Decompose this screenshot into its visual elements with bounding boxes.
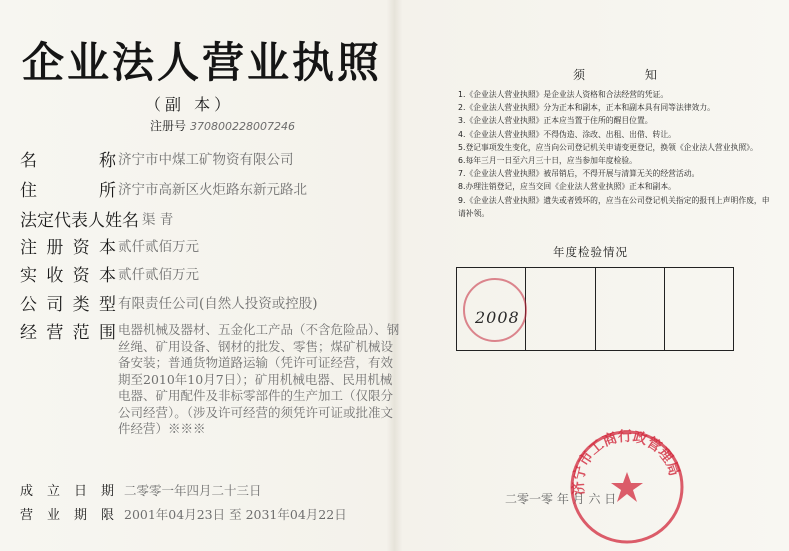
- field-label: 住 所: [20, 181, 116, 201]
- issue-date: 二零一零 年 月 六 日: [505, 492, 617, 506]
- inspection-cell: [457, 268, 526, 350]
- field-label: 营 业 期 限: [20, 508, 114, 523]
- field-established: [20, 480, 262, 499]
- field-address: [20, 176, 307, 201]
- field-term: [20, 504, 347, 523]
- field-label: 成 立 日 期: [20, 484, 114, 499]
- field-paid-capital: [20, 261, 199, 286]
- field-name: [20, 146, 294, 171]
- field-legal-rep: [20, 206, 174, 231]
- official-seal: [568, 428, 686, 546]
- field-value: 贰仟贰佰万元: [118, 239, 199, 255]
- field-value: 济宁市高新区火炬路东新元路北: [118, 182, 307, 198]
- field-business-scope: [20, 318, 116, 343]
- seal-star-icon: [611, 472, 643, 502]
- field-label: 公 司 类 型: [20, 295, 116, 315]
- field-registered-capital: [20, 233, 199, 258]
- field-label: 注 册 资 本: [20, 238, 116, 258]
- inspection-cell: [596, 268, 665, 350]
- registration-value: 370800228007246: [190, 120, 295, 133]
- notice-item: 2.《企业法人营业执照》分为正本和副本，正本和副本具有同等法律效力。: [458, 103, 715, 113]
- field-value: 济宁市中煤工矿物资有限公司: [118, 152, 294, 168]
- annual-inspection-table: [456, 267, 734, 351]
- notice-item: 8.办理注销登记，应当交回《企业法人营业执照》正本和副本。: [458, 182, 676, 192]
- inspection-cell: [665, 268, 733, 350]
- registration-number: [150, 117, 295, 134]
- seal-text: 济宁市工商行政管理局: [570, 428, 683, 496]
- field-value: 二零零一年四月二十三日: [124, 483, 262, 498]
- notice-item: 7.《企业法人营业执照》被吊销后，不得开展与清算无关的经营活动。: [458, 169, 700, 179]
- field-label: 法定代表人姓名: [20, 211, 139, 231]
- field-value: 渠 青: [142, 212, 174, 228]
- field-company-type: [20, 290, 318, 315]
- field-label: 经 营 范 围: [20, 323, 116, 343]
- business-scope-text: 电器机械及器材、五金化工产品（不含危险品）、钢丝绳、矿用设备、钢材的批发、零售；煤矿机械设备安装；普通货物道路运输（凭许可证经营，有效期至2010年10月7日）；矿用机械电器、民用机械电器、矿用配件及非标零部件的生产加工（仅限分公司经营）。（涉及许可经营的须凭许可证或批准文件经营）※※※: [118, 322, 400, 436]
- field-value: 贰仟贰佰万元: [118, 267, 199, 283]
- field-label: 名 称: [20, 151, 116, 171]
- annual-inspection-title: 年度检验情况: [553, 245, 628, 259]
- inspection-cell: [526, 268, 595, 350]
- inspection-year: 2008: [475, 308, 520, 327]
- notice-item: 3.《企业法人营业执照》正本应当置于住所的醒目位置。: [458, 116, 653, 126]
- field-label: 实 收 资 本: [20, 266, 116, 286]
- field-value: 2001年04月23日 至 2031年04月22日: [124, 507, 347, 522]
- notice-item: 4.《企业法人营业执照》不得伪造、涂改、出租、出借、转让。: [458, 129, 676, 139]
- document-title: 企业法人营业执照: [22, 38, 383, 87]
- notice-title: 须 知: [573, 68, 685, 82]
- field-value: 有限责任公司(自然人投资或控股): [118, 296, 318, 312]
- notice-item: 5.登记事项发生变化，应当向公司登记机关申请变更登记，换领《企业法人营业执照》。: [458, 142, 758, 152]
- registration-label: 注册号: [150, 119, 187, 133]
- notice-item: 6.每年三月一日至六月三十日，应当参加年度检验。: [458, 156, 637, 166]
- notice-item: 9.《企业法人营业执照》遗失或者毁坏的，应当在公司登记机关指定的报刊上声明作废，申请补领。: [458, 195, 770, 218]
- copy-type: （副 本）: [145, 95, 235, 114]
- notice-item: 1.《企业法人营业执照》是企业法人资格和合法经营的凭证。: [458, 90, 669, 99]
- notice-list: [458, 88, 773, 220]
